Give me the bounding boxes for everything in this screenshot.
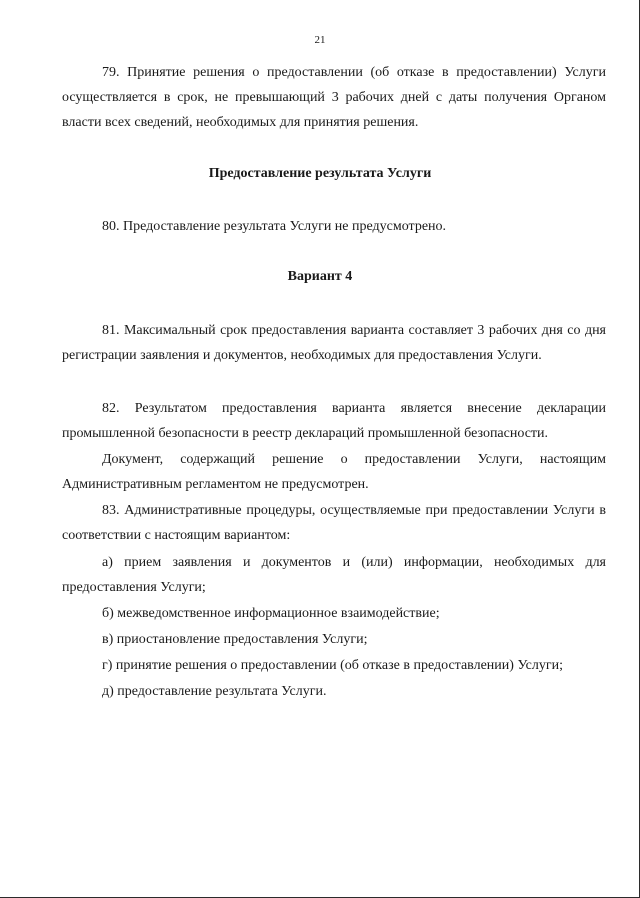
section-heading-result: Предоставление результата Услуги: [208, 166, 432, 181]
paragraph-79: 79. Принятие решения о предоставлении (об отказе в предоставлении) Услуги осуществляется в срок, не превышающий 3 рабочих дней с даты получения Органом власти всех сведений, необходимых для принятия решения.: [62, 65, 606, 130]
paragraph-83: 83. Административные процедуры, осуществляемые при предоставлении Услуги в соответствии с настоящим вариантом:: [62, 503, 606, 543]
section-heading-variant-4: Вариант 4: [287, 269, 353, 284]
paragraph-80: 80. Предоставление результата Услуги не предусмотрено.: [102, 219, 447, 234]
list-item-e: д) предоставление результата Услуги.: [102, 684, 327, 699]
list-item-d: г) принятие решения о предоставлении (об отказе в предоставлении) Услуги;: [102, 658, 563, 673]
list-item-c: в) приостановление предоставления Услуги;: [102, 632, 368, 647]
paragraph-82: 82. Результатом предоставления варианта является внесение декларации промышленной безопасности в реестр деклараций промышленной безопасности.: [62, 401, 606, 441]
list-item-b: б) межведомственное информационное взаимодействие;: [102, 606, 440, 621]
paragraph-82-document: Документ, содержащий решение о предоставлении Услуги, настоящим Административным регламентом не предусмотрен.: [62, 452, 606, 492]
list-item-a: а) прием заявления и документов и (или) информации, необходимых для предоставления Услуги;: [62, 555, 606, 595]
paragraph-81: 81. Максимальный срок предоставления варианта составляет 3 рабочих дня со дня регистрации заявления и документов, необходимых для предоставления Услуги.: [62, 323, 606, 363]
page-number: 21: [314, 34, 326, 46]
